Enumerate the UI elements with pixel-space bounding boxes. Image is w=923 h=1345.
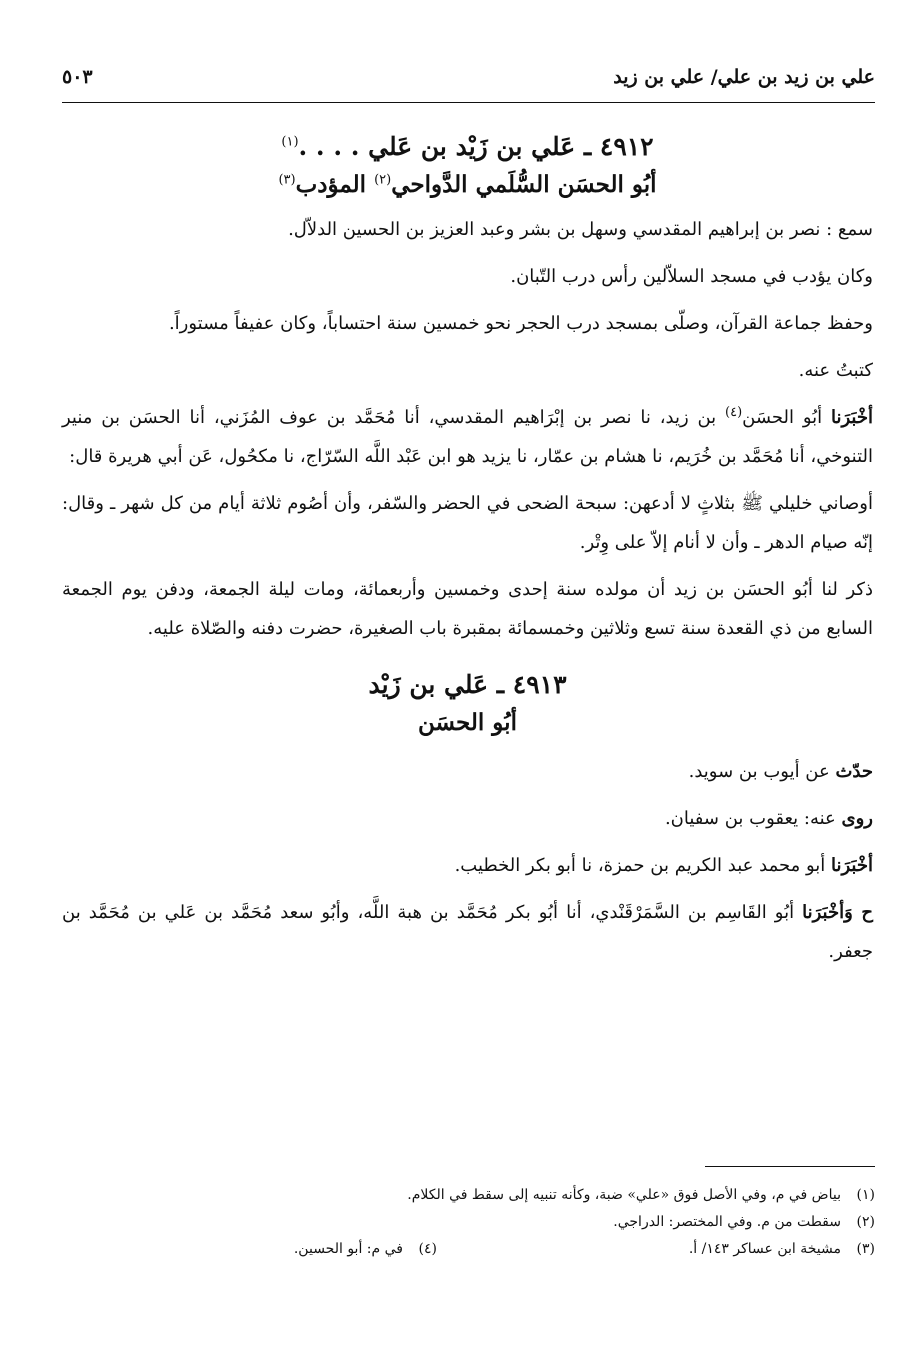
main-text (62, 128, 873, 979)
paragraph-text: عنه: يعقوب بن سفيان. (664, 808, 842, 829)
footnote-row (62, 1236, 875, 1263)
paragraph (62, 893, 873, 971)
isnad-keyword: أخْبَرَنا (831, 407, 873, 428)
entry-title (62, 128, 873, 166)
footnote-number: (١) (856, 1187, 875, 1203)
footnote-4 (294, 1236, 437, 1263)
footnote-number: (٢) (856, 1214, 875, 1230)
running-header (62, 62, 875, 103)
paragraph (62, 799, 873, 838)
footnote-text: مشيخة ابن عساكر ١٤٣/ أ. (688, 1241, 841, 1257)
footnote-number: (٣) (856, 1241, 875, 1257)
footnotes (62, 1182, 875, 1263)
footnote-ref[interactable]: (٣) (278, 172, 296, 188)
footnote-3 (689, 1236, 875, 1263)
paragraph-text: أبو محمد عبد الكريم بن حمزة، نا أبو بكر الخطيب. (454, 855, 831, 876)
entry-heading-4913 (62, 666, 873, 742)
paragraph-text: أبُو القَاسِم بن السَّمَرْقَنْدي، أنا أبُو بكر مُحَمَّد بن هبة اللَّه، وأبُو سعد مُحَمَّد بن عَلي بن مُحَمَّد بن جعفر. (62, 902, 873, 962)
footnote-2 (62, 1209, 875, 1236)
entry-kunya-text: أبُو الحسَن السُّلَمي الدَّواحي (391, 171, 657, 198)
entry-title: ٤٩١٣ ـ عَلي بن زَيْد (368, 670, 567, 699)
paragraph (62, 846, 873, 885)
keyword: ح وَأخْبَرَنا (802, 902, 873, 923)
hadith-text: أوصاني خليلي ﷺ بثلاثٍ لا أدعهن: سبحة الضحى في الحضر والسّفر، وأن أصُوم ثلاثة أيام من كل شهر ـ وقال: إنّه صيام الدهر ـ وأن لا أنام إلاّ على وِتْر. (62, 493, 873, 553)
paragraph (62, 752, 873, 791)
entry-heading-4912 (62, 128, 873, 204)
page-number: ٥٠٣ (62, 66, 93, 88)
paragraph: وكان يؤدب في مسجد السلاّلين رأس درب التّبان. (510, 266, 873, 287)
running-title: علي بن زيد بن علي/ علي بن زيد (613, 66, 875, 88)
footnote-number: (٤) (418, 1241, 437, 1257)
entry-epithet: المؤدب (295, 171, 375, 198)
paragraph: كتبتُ عنه. (798, 360, 873, 381)
keyword: أخْبَرَنا (831, 855, 873, 876)
keyword: روى (841, 808, 873, 829)
footnote-1 (62, 1182, 875, 1209)
footnote-ref[interactable]: (١) (281, 134, 299, 150)
keyword: حدّث (835, 761, 873, 782)
paragraph-text: عن أيوب بن سويد. (688, 761, 836, 782)
isnad-paragraph (62, 398, 873, 476)
footnote-divider (705, 1166, 875, 1167)
paragraph: سمع : نصر بن إبراهيم المقدسي وسهل بن بشر وعبد العزيز بن الحسين الدلاّل. (288, 219, 873, 240)
paragraph: وحفظ جماعة القرآن، وصلّى بمسجد درب الحجر نحو خمسين سنة احتساباً، وكان عفيفاً مستوراً. (168, 313, 873, 334)
isnad-text: أبُو الحسَن (742, 407, 831, 428)
entry-name: ٤٩١٢ ـ عَلي بن زَيْد بن عَلي . . . . (298, 132, 654, 161)
footnote-ref[interactable]: (٤) (725, 405, 743, 420)
paragraph: ذكر لنا أبُو الحسَن بن زيد أن مولده سنة إحدى وخمسين وأربعمائة، ومات ليلة الجمعة، ودفن يوم الجمعة السابع من ذي القعدة سنة تسع وثلاثين وخمسمائة بمقبرة باب الصغيرة، حضرت دفنه والصّلاة عليه. (62, 579, 873, 639)
footnote-text: سقطت من م. وفي المختصر: الدراجي. (613, 1214, 841, 1230)
footnote-ref[interactable]: (٢) (374, 172, 392, 188)
footnote-text: بياض في م، وفي الأصل فوق «علي» ضبة، وكأنه تنبيه إلى سقط في الكلام. (407, 1187, 841, 1203)
entry-kunya (62, 166, 873, 204)
entry-kunya: أبُو الحسَن (418, 709, 517, 736)
isnad-text: بن زيد، نا نصر بن إبْرَاهيم المقدسي، أنا مُحَمَّد بن عوف المُزَني، أنا الحسَن بن منير التنوخي، أنا مُحَمَّد بن خُرَيم، نا هشام بن عمّار، نا يزيد هو ابن عَبْد اللَّه السّرّاج، نا مكحُول، عَن أبي هريرة قال: (62, 407, 873, 467)
footnote-text: في م: أبو الحسين. (293, 1241, 403, 1257)
